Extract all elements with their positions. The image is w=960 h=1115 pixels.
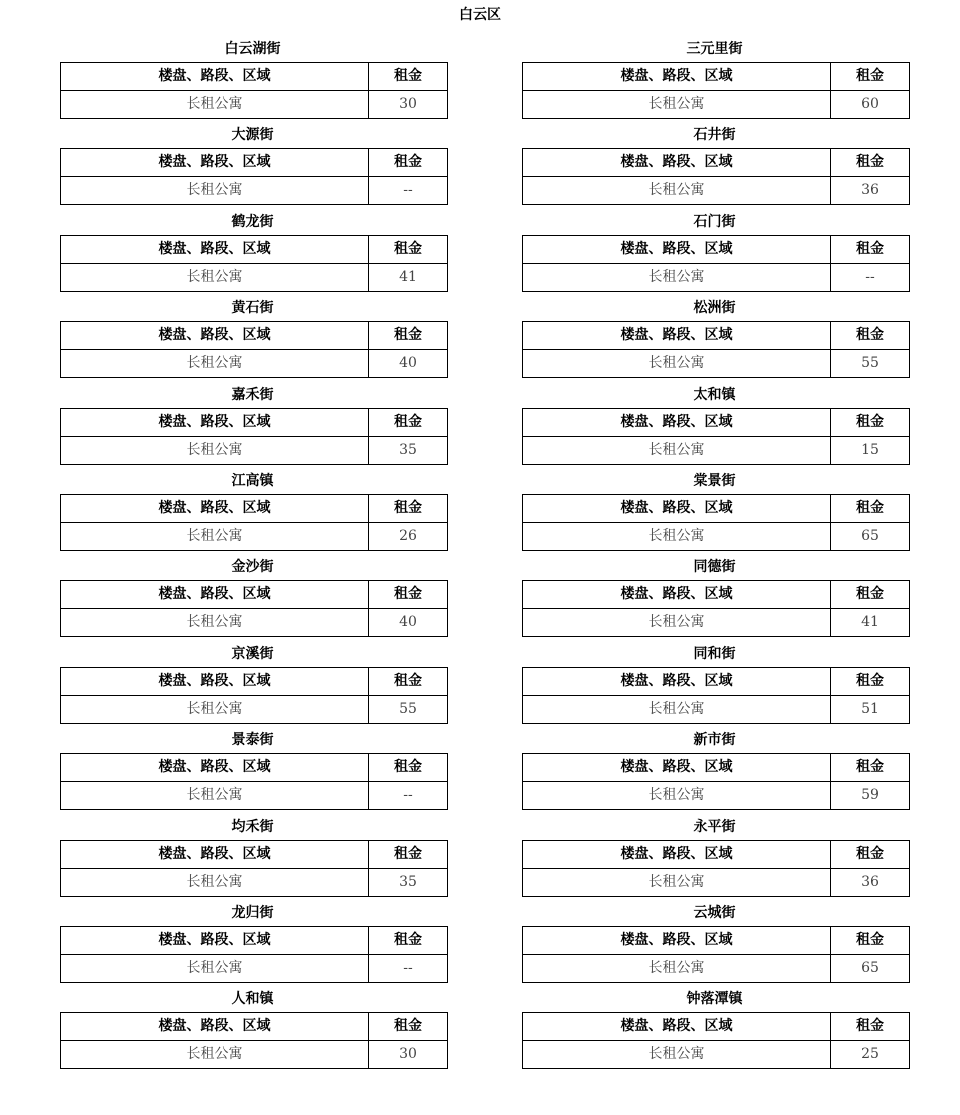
location-header: 楼盘、路段、区域 [61,1013,369,1041]
table-header-row [61,322,448,350]
street-block [522,814,907,900]
rent-table [60,62,448,119]
rent-header: 租金 [369,840,448,868]
location-header: 楼盘、路段、区域 [523,63,831,91]
table-row [523,868,910,896]
rent-table [60,408,448,465]
location-cell: 长租公寓 [523,695,831,723]
table-row [523,522,910,550]
location-header: 楼盘、路段、区域 [61,149,369,177]
street-name: 石井街 [693,127,736,144]
rent-table [60,580,448,637]
rent-cell: 25 [831,1041,910,1069]
street-block [60,641,445,727]
location-cell: 长租公寓 [523,954,831,982]
rent-header: 租金 [831,322,910,350]
rent-header: 租金 [369,235,448,263]
table-header-row [61,149,448,177]
location-header: 楼盘、路段、区域 [523,408,831,436]
street-name: 大源街 [231,127,274,144]
table-row [61,350,448,378]
rent-cell: 26 [369,522,448,550]
rent-cell: 65 [831,522,910,550]
table-header-row [523,322,910,350]
table-row [61,436,448,464]
table-row [61,954,448,982]
location-header: 楼盘、路段、区域 [523,667,831,695]
street-name: 白云湖街 [224,41,281,57]
street-name: 京溪街 [231,645,274,662]
rent-cell: 41 [831,609,910,637]
rent-header: 租金 [369,149,448,177]
street-block [522,382,907,468]
location-cell: 长租公寓 [523,350,831,378]
location-header: 楼盘、路段、区域 [523,840,831,868]
rent-table [60,753,448,810]
table-header-row [61,667,448,695]
rent-header: 租金 [369,581,448,609]
street-name: 黄石街 [231,300,274,317]
rent-cell: 55 [831,350,910,378]
table-header-row [61,754,448,782]
table-header-row [61,926,448,954]
location-cell: 长租公寓 [523,177,831,205]
street-name: 龙归街 [231,904,274,921]
rent-cell: 40 [369,609,448,637]
rent-cell: 59 [831,782,910,810]
table-header-row [61,63,448,91]
street-name: 金沙街 [231,559,274,576]
location-cell: 长租公寓 [61,522,369,550]
rent-header: 租金 [831,63,910,91]
rent-header: 租金 [369,926,448,954]
location-header: 楼盘、路段、区域 [523,149,831,177]
rent-table [522,840,910,897]
rent-cell: 15 [831,436,910,464]
right-column [522,36,907,1073]
street-name: 嘉禾街 [231,386,274,403]
location-cell: 长租公寓 [61,868,369,896]
street-block [522,122,907,208]
street-block [522,986,907,1072]
street-name: 太和镇 [693,386,736,403]
rent-cell: 55 [369,695,448,723]
table-row [523,695,910,723]
rent-cell: 35 [369,436,448,464]
table-row [523,609,910,637]
street-block [522,900,907,986]
rent-cell: 30 [369,91,448,119]
rent-table [522,494,910,551]
rent-table [60,148,448,205]
street-name: 钟落潭镇 [686,991,743,1008]
table-header-row [61,1013,448,1041]
location-cell: 长租公寓 [61,350,369,378]
rent-header: 租金 [831,494,910,522]
location-header: 楼盘、路段、区域 [523,235,831,263]
street-name: 云城街 [693,904,736,921]
street-block [60,727,445,813]
left-column [60,36,445,1073]
location-header: 楼盘、路段、区域 [61,63,369,91]
street-name: 同和街 [693,645,736,662]
location-cell: 长租公寓 [523,609,831,637]
table-row [61,782,448,810]
location-cell: 长租公寓 [61,1041,369,1069]
location-cell: 长租公寓 [523,782,831,810]
table-header-row [523,1013,910,1041]
table-row [523,1041,910,1069]
location-header: 楼盘、路段、区域 [61,754,369,782]
location-cell: 长租公寓 [61,263,369,291]
street-block [522,468,907,554]
page-title: 白云区 [459,7,501,23]
table-header-row [523,408,910,436]
table-header-row [61,235,448,263]
street-block [60,468,445,554]
location-header: 楼盘、路段、区域 [61,581,369,609]
rent-cell: 40 [369,350,448,378]
rent-table [60,926,448,983]
rent-header: 租金 [369,667,448,695]
rent-header: 租金 [369,322,448,350]
rent-header: 租金 [831,581,910,609]
street-block [60,36,445,122]
location-header: 楼盘、路段、区域 [523,754,831,782]
table-header-row [523,63,910,91]
street-block [60,554,445,640]
rent-table [522,1012,910,1069]
location-cell: 长租公寓 [61,695,369,723]
location-cell: 长租公寓 [61,954,369,982]
street-name: 均禾街 [231,818,274,835]
table-row [61,868,448,896]
table-header-row [523,840,910,868]
table-row [61,91,448,119]
rent-table [522,667,910,724]
location-cell: 长租公寓 [523,263,831,291]
street-block [60,382,445,468]
rent-table [60,840,448,897]
location-header: 楼盘、路段、区域 [523,926,831,954]
rent-cell: 41 [369,263,448,291]
location-cell: 长租公寓 [61,436,369,464]
table-row [61,1041,448,1069]
table-header-row [523,494,910,522]
table-header-row [61,581,448,609]
location-cell: 长租公寓 [523,868,831,896]
location-header: 楼盘、路段、区域 [523,581,831,609]
table-header-row [523,754,910,782]
rent-cell: 30 [369,1041,448,1069]
location-header: 楼盘、路段、区域 [61,840,369,868]
table-row [523,350,910,378]
rent-table [522,62,910,119]
rent-header: 租金 [831,235,910,263]
table-row [523,177,910,205]
street-name: 江高镇 [231,472,274,489]
rent-header: 租金 [831,149,910,177]
street-block [522,209,907,295]
rent-header: 租金 [369,494,448,522]
street-name: 鹤龙街 [231,213,274,230]
location-header: 楼盘、路段、区域 [523,494,831,522]
table-header-row [61,408,448,436]
table-header-row [523,581,910,609]
location-header: 楼盘、路段、区域 [61,408,369,436]
rent-cell: -- [831,263,910,291]
rent-header: 租金 [369,1013,448,1041]
table-header-row [61,494,448,522]
table-row [523,954,910,982]
rent-header: 租金 [831,1013,910,1041]
rent-header: 租金 [831,754,910,782]
street-block [522,641,907,727]
rent-header: 租金 [831,926,910,954]
street-name: 同德街 [693,559,736,576]
table-row [61,695,448,723]
street-name: 棠景街 [693,472,736,489]
location-header: 楼盘、路段、区域 [523,322,831,350]
table-header-row [523,667,910,695]
location-cell: 长租公寓 [523,1041,831,1069]
rent-table [522,235,910,292]
rent-table [522,580,910,637]
location-header: 楼盘、路段、区域 [61,235,369,263]
street-name: 景泰街 [231,732,274,749]
rent-header: 租金 [831,408,910,436]
rent-cell: -- [369,177,448,205]
street-block [60,209,445,295]
table-row [61,263,448,291]
location-header: 楼盘、路段、区域 [61,667,369,695]
table-row [523,91,910,119]
rent-cell: -- [369,954,448,982]
rent-cell: -- [369,782,448,810]
location-cell: 长租公寓 [61,782,369,810]
table-row [523,436,910,464]
rent-table [522,148,910,205]
table-header-row [61,840,448,868]
rent-cell: 36 [831,868,910,896]
table-row [523,263,910,291]
street-block [60,986,445,1072]
rent-table [60,494,448,551]
rent-cell: 65 [831,954,910,982]
rent-table [60,1012,448,1069]
street-name: 人和镇 [231,991,274,1008]
location-header: 楼盘、路段、区域 [61,926,369,954]
rent-header: 租金 [369,63,448,91]
street-block [60,814,445,900]
location-cell: 长租公寓 [523,436,831,464]
rent-header: 租金 [369,408,448,436]
location-header: 楼盘、路段、区域 [523,1013,831,1041]
street-block [522,727,907,813]
street-block [522,295,907,381]
table-row [61,522,448,550]
location-cell: 长租公寓 [61,609,369,637]
table-row [523,782,910,810]
rent-table [522,408,910,465]
location-cell: 长租公寓 [61,91,369,119]
street-name: 石门街 [693,213,736,230]
rent-cell: 35 [369,868,448,896]
rent-header: 租金 [831,667,910,695]
street-name: 松洲街 [693,300,736,317]
rent-table [522,753,910,810]
street-name: 三元里街 [686,41,743,57]
table-header-row [523,149,910,177]
rent-cell: 51 [831,695,910,723]
location-header: 楼盘、路段、区域 [61,494,369,522]
street-name: 新市街 [693,732,736,749]
street-block [522,36,907,122]
rent-table [60,321,448,378]
rent-cell: 36 [831,177,910,205]
street-name: 永平街 [693,818,736,835]
rent-table [60,235,448,292]
rent-table [60,667,448,724]
location-cell: 长租公寓 [523,91,831,119]
street-block [522,554,907,640]
street-block [60,295,445,381]
location-cell: 长租公寓 [61,177,369,205]
rent-header: 租金 [369,754,448,782]
rent-header: 租金 [831,840,910,868]
street-block [60,900,445,986]
table-row [61,609,448,637]
location-cell: 长租公寓 [523,522,831,550]
street-block [60,122,445,208]
location-header: 楼盘、路段、区域 [61,322,369,350]
rent-cell: 60 [831,91,910,119]
table-row [61,177,448,205]
rent-table [522,321,910,378]
table-header-row [523,926,910,954]
table-header-row [523,235,910,263]
rent-table [522,926,910,983]
